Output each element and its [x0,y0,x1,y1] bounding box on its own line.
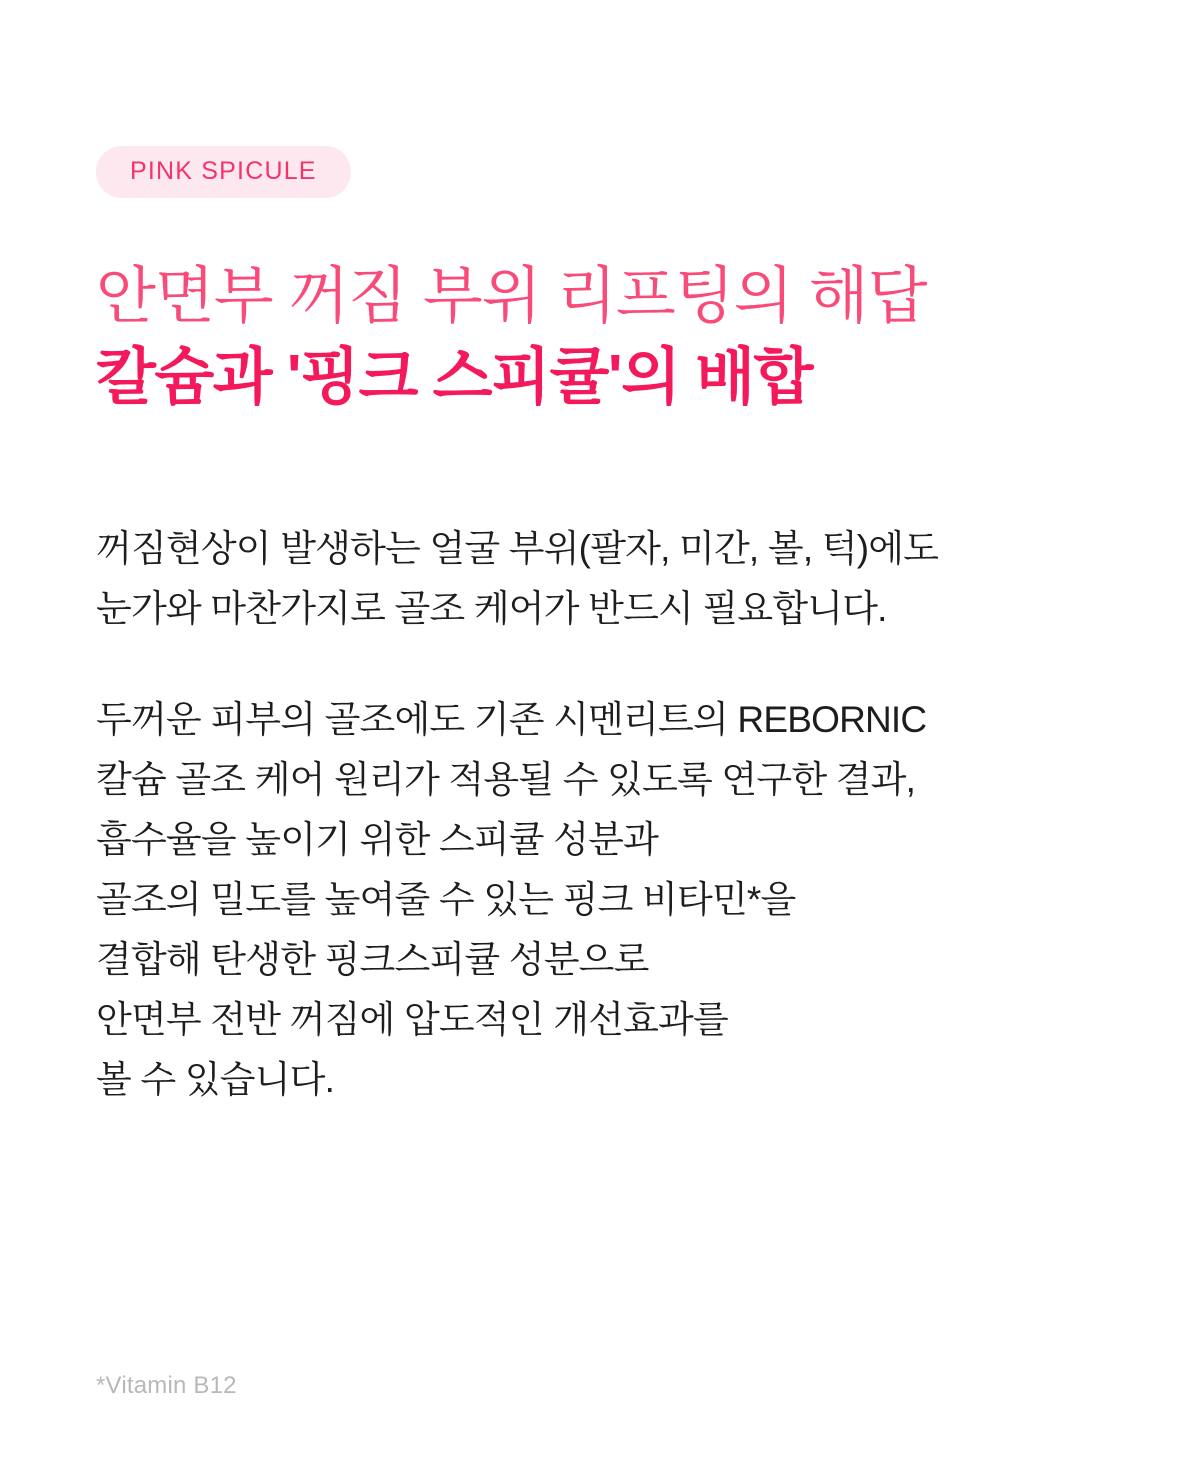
footnote: *Vitamin B12 [96,1372,237,1399]
headline-secondary: 칼슘과 '핑크 스피큘'의 배합 [96,343,812,413]
paragraph-two-line: 흡수율을 높이기 위한 스피큘 성분과 [96,819,659,861]
category-badge: PINK SPICULE [96,146,351,198]
paragraph-two-line: 골조의 밀도를 높여줄 수 있는 핑크 비타민*을 [96,879,796,921]
paragraph-one-line: 눈가와 마찬가지로 골조 케어가 반드시 필요합니다. [96,587,887,629]
paragraph-two-line: 두꺼운 피부의 골조에도 기존 시멘리트의 REBORNIC [96,699,927,741]
paragraph-two-line: 결합해 탄생한 핑크스피큘 성분으로 [96,939,649,981]
body-block [96,519,1104,1110]
headline-block [96,262,1104,415]
paragraph-two [96,690,1104,1110]
paragraph-one [96,519,1104,639]
paragraph-two-line: 볼 수 있습니다. [96,1059,335,1101]
headline-primary: 안면부 꺼짐 부위 리프팅의 해답 [96,262,927,331]
paragraph-two-line: 칼슘 골조 케어 원리가 적용될 수 있도록 연구한 결과, [96,759,916,801]
paragraph-one-line: 꺼짐현상이 발생하는 얼굴 부위(팔자, 미간, 볼, 턱)에도 [96,527,939,569]
paragraph-two-line: 안면부 전반 꺼짐에 압도적인 개선효과를 [96,999,728,1041]
